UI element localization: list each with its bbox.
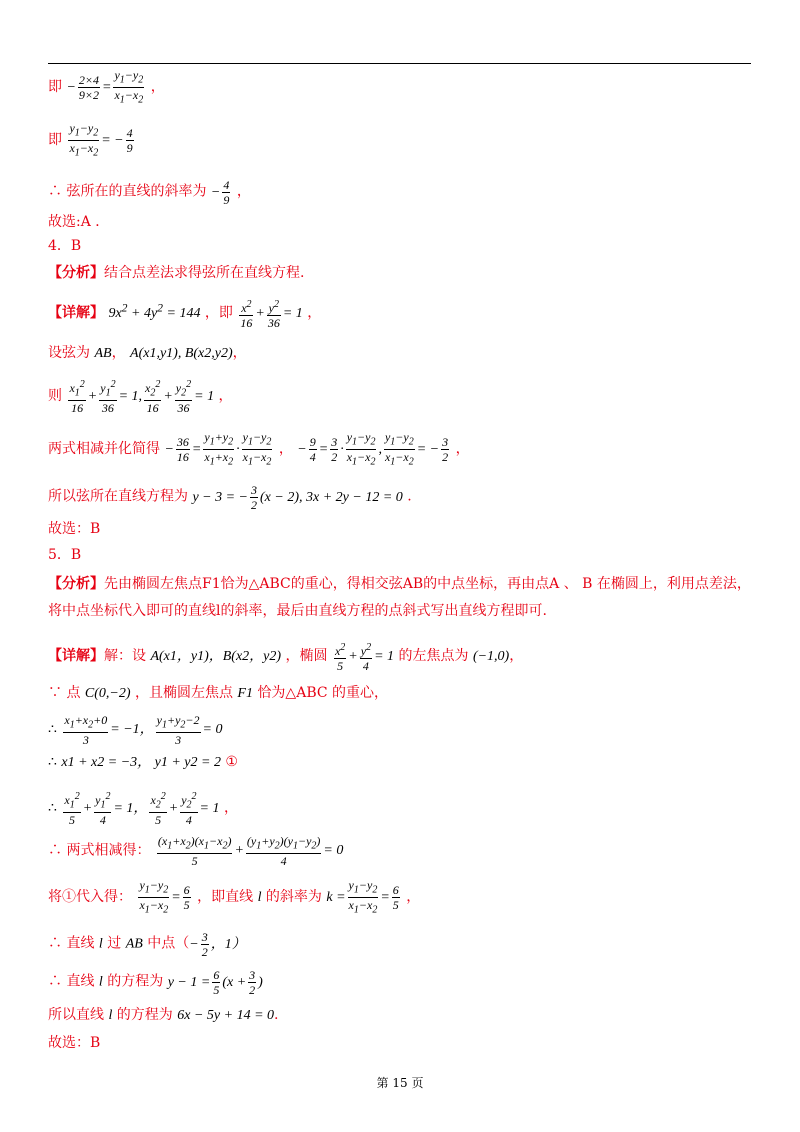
q5-line-3: ∴ $\frac{x_1+x_2+0}{3}$ = −1， $\frac{y_1+y_2-2}{3}$ = 0 — [48, 713, 223, 748]
q5-line-10: 所以直线 l 的方程为 6x − 5y + 14 = 0. — [48, 1007, 279, 1023]
page-number: 第 15 页 — [376, 1076, 424, 1090]
q5-analysis: 【分析】先由椭圆左焦点F1恰为△ABC的重心，得相交弦AB的中点坐标，再由点A 、 B 在椭圆上，利用点差法， — [48, 576, 751, 592]
q5-analysis-2: 将中点坐标代入即可的直线l的斜率，最后由直线方程的点斜式写出直线方程即可. — [48, 603, 547, 619]
q4-line-5: 所以弦所在直线方程为 y − 3 = − $\frac{3}{2}$ (x − 2), 3x + 2y − 12 = 0 . — [48, 483, 412, 512]
slope-value: − $\frac{4}{9}$ — [210, 178, 230, 207]
answer-3: 故选:A ． — [48, 214, 110, 230]
q5-line-4: ∴ x1 + x2 = −3， y1 + y2 = 2 ① — [48, 754, 238, 770]
answer-4: 故选：B — [48, 521, 101, 537]
line-3: ∴ 弦所在的直线的斜率为 − $\frac{4}{9}$ ， — [48, 178, 251, 207]
equation: − $\frac{2\times 4}{9\times 2}$ = $\frac{y_1-y_2}{x_1-x_2}$ — [66, 68, 144, 106]
question-5-heading: 5．B — [48, 547, 82, 563]
question-4-heading: 4．B — [48, 238, 82, 254]
equation: $\frac{y_1-y_2}{x_1-x_2}$ = − $\frac{4}{9}$ — [69, 121, 133, 159]
header-rule — [48, 63, 751, 64]
q4-analysis: 【分析】结合点差法求得弦所在直线方程. — [48, 265, 305, 281]
answer-5: 故选：B — [48, 1035, 101, 1051]
q5-line-2: ∵ 点 C(0,−2) ，且椭圆左焦点 F1 恰为△ABC 的重心， — [48, 685, 389, 701]
q5-line-6: ∴ 两式相减得： $\frac{(x_1+x_2)(x_1-x_2)}{5}$ + $\frac{(y_1+y_2)(y_1-y_2)}{4}$ = 0 — [48, 834, 344, 869]
text-prefix: 即 — [48, 79, 62, 96]
q5-detail: 【详解】解：设 A(x1，y1)，B(x2，y2) ，椭圆 $\frac{x^2}{5}$ + $\frac{y^2}{4}$ = 1 的左焦点为 (−1,0)， — [48, 642, 524, 673]
q4-line-2: 设弦为 AB， A(x1,y1), B(x2,y2)， — [48, 345, 247, 361]
q4-detail: 【详解】 $9x^2 + 4y^2 = 144$ ，即 $\frac{x^2}{16}$ + $\frac{y^2}{36}$ = 1 ， — [48, 299, 322, 330]
line-2: 即 $\frac{y_1-y_2}{x_1-x_2}$ = − $\frac{4}{9}$ — [48, 121, 136, 161]
q5-line-5: ∴ $\frac{x_1^2}{5}$ + $\frac{y_1^2}{4}$ = 1， $\frac{x_2^2}{5}$ + $\frac{y_2^2}{4}$ = 1 ， — [48, 791, 238, 828]
q5-line-7: 将①代入得： $\frac{y_1-y_2}{x_1-x_2}$ = $\frac{6}{5}$ ，即直线 l 的斜率为 k = $\frac{y_1-y_2}{x_1-x_2}$ = $\frac{6}{5}$ ， — [48, 878, 421, 916]
q5-line-9: ∴ 直线 l 的方程为 y − 1 = $\frac{6}{5}$ (x + $\frac{3}{2}$ ) — [48, 968, 263, 997]
line-1: 即 − $\frac{2\times 4}{9\times 2}$ = $\frac{y_1-y_2}{x_1-x_2}$ ， — [48, 68, 165, 106]
q4-line-4: 两式相减并化简得 − $\frac{36}{16}$ = $\frac{y_1+y_2}{x_1+x_2}$ · $\frac{y_1-y_2}{x_1-x_2}$ ， − $\frac{9}{4}$ = $\frac{3}{2}$ · $\frac{y_1-y_2}{x_1-x_2}$ , $\frac{y_1-y_2}{x_1-x_2}$ = − $\frac{3}{2}$ ， — [48, 430, 470, 468]
q4-line-3: 则 $\frac{x_1^2}{16}$ + $\frac{y_1^2}{36}$ = 1, $\frac{x_2^2}{16}$ + $\frac{y_2^2}{36}$ = 1 ， — [48, 379, 233, 416]
q5-line-8: ∴ 直线 l 过 AB 中点（− $\frac{3}{2}$ ，1） — [48, 930, 246, 959]
